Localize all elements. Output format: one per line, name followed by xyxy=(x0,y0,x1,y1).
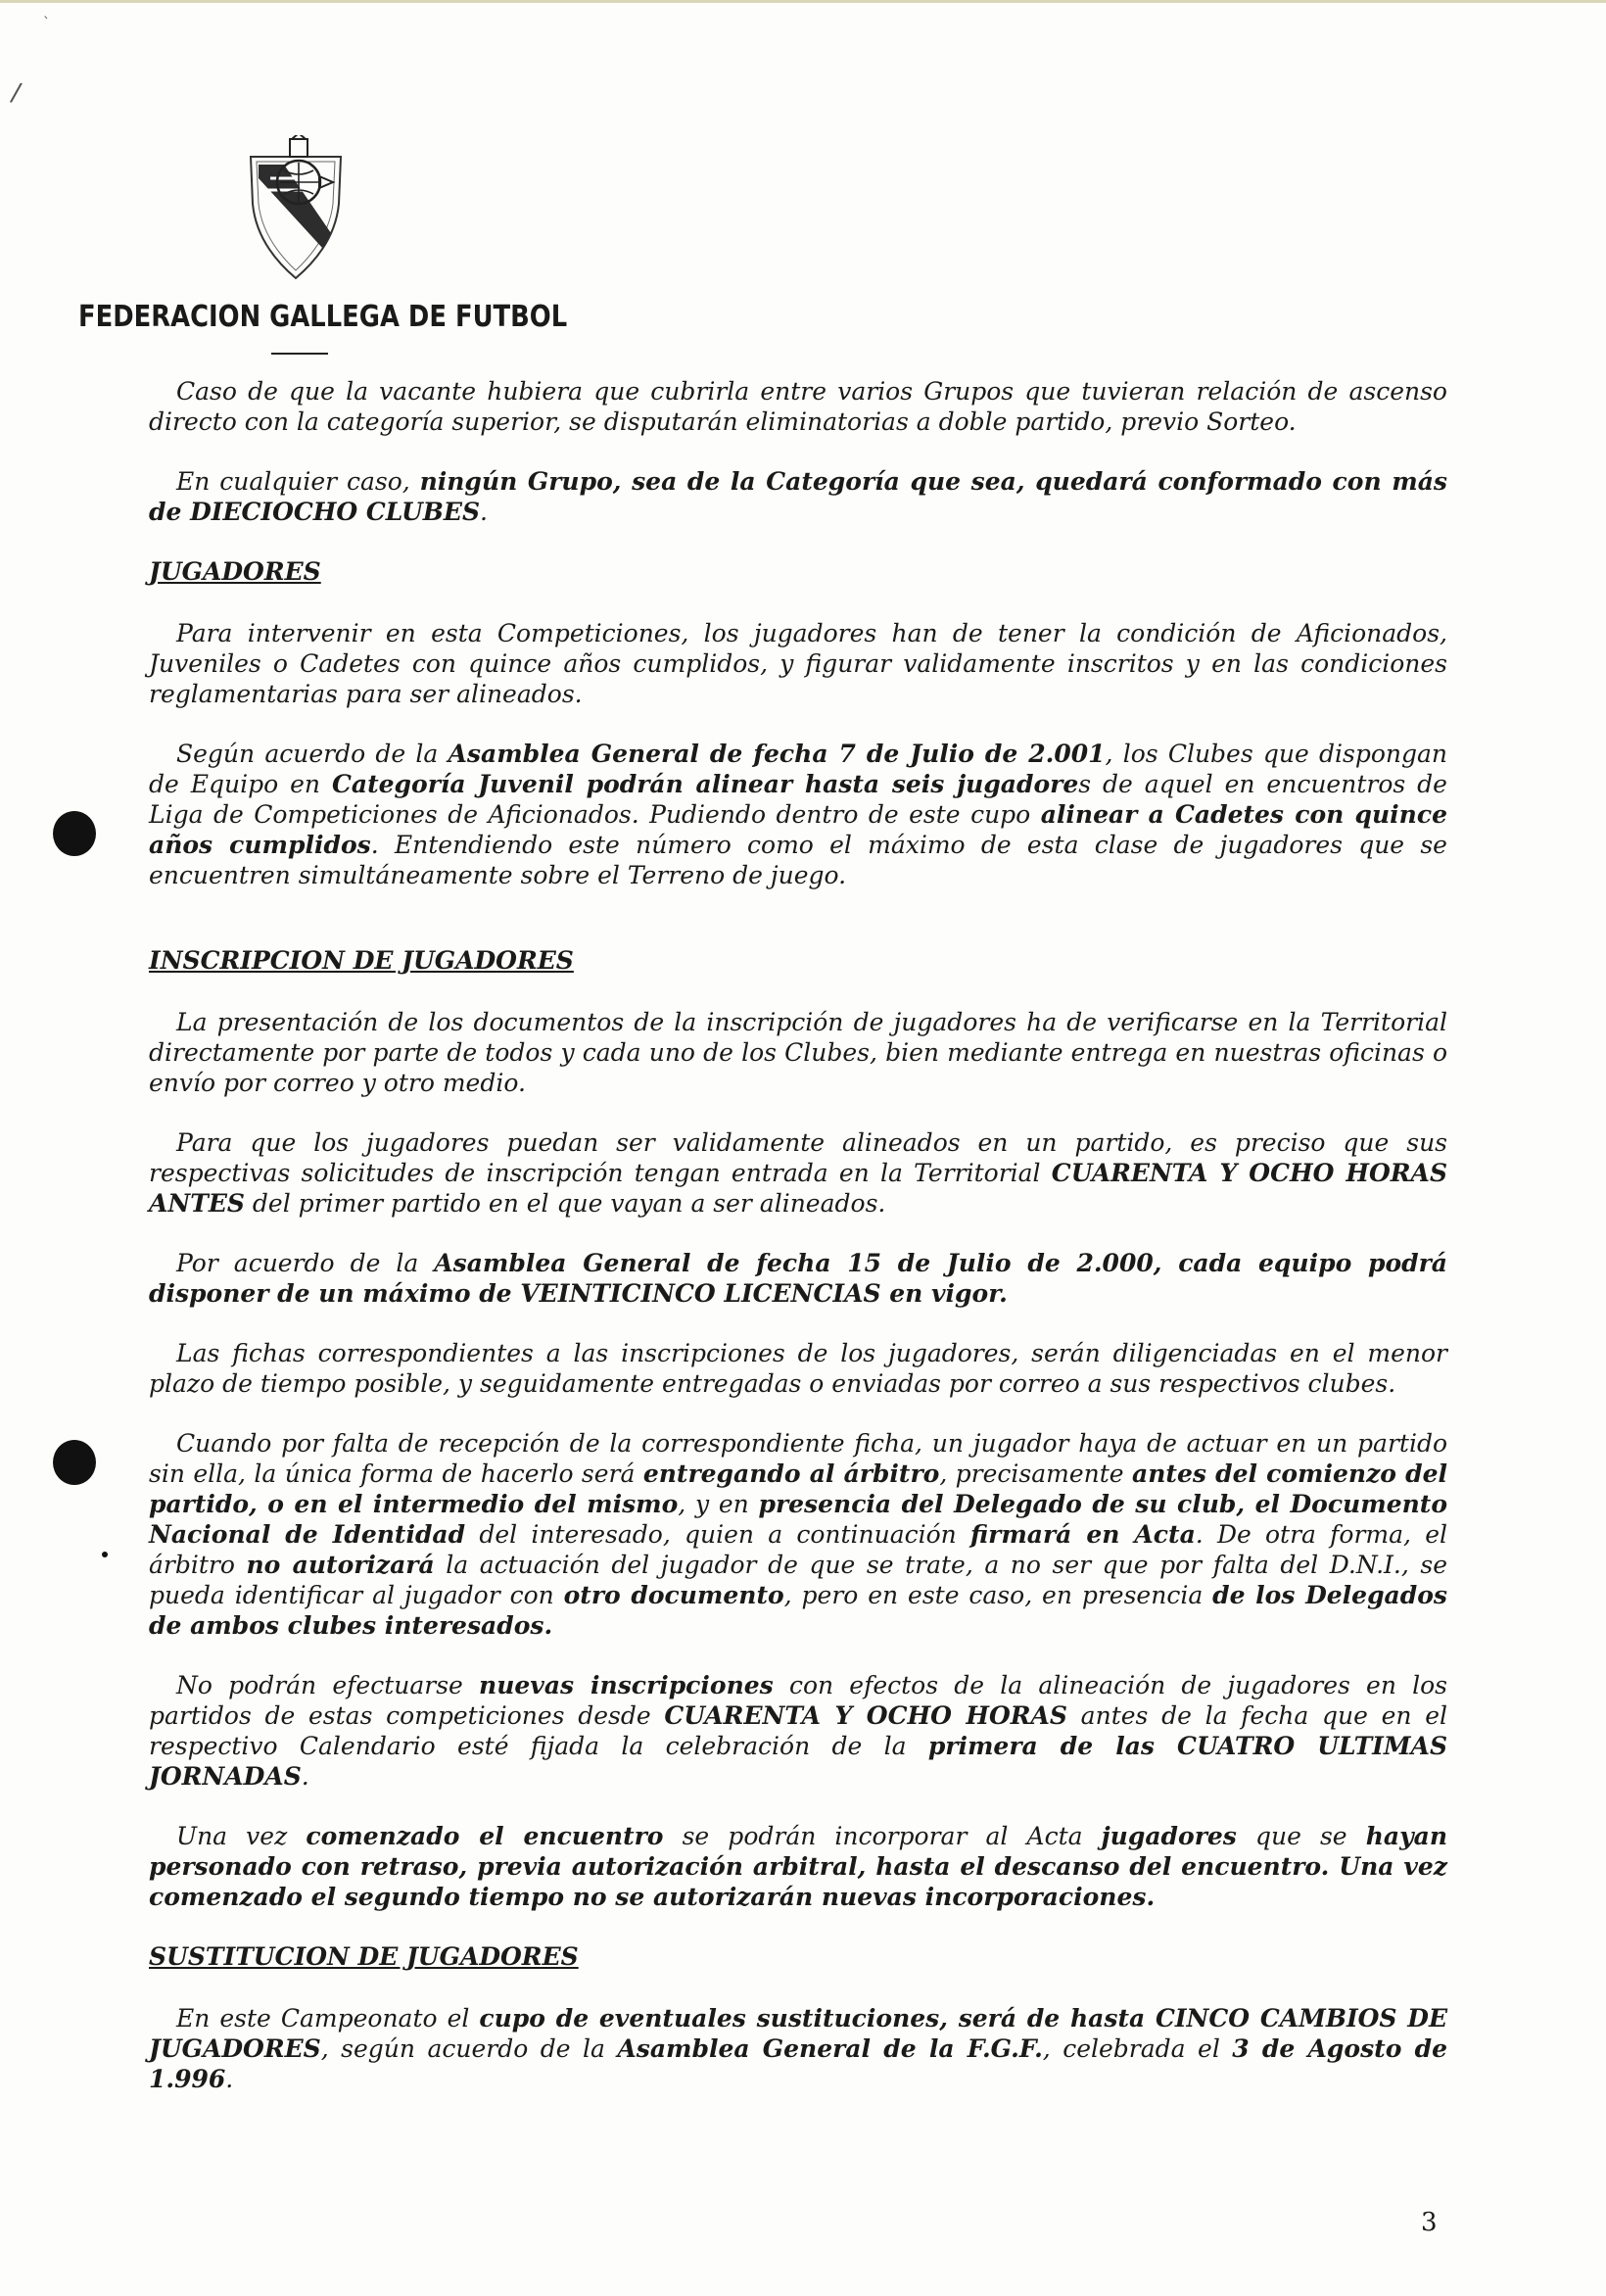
federation-title: FEDERACION GALLEGA DE FUTBOL xyxy=(78,300,568,334)
heading-jugadores: JUGADORES xyxy=(149,557,321,586)
document-body xyxy=(149,376,1447,2124)
margin-speck xyxy=(102,1552,108,1557)
paragraph-sin-ficha: Cuando por falta de recepción de la correspondiente ficha, un jugador haya de actuar en un partido sin ella, la única forma de hacerlo será entregando al árbitro, precisamente antes del comienzo del partido, o en el intermedio del mismo, y en presencia del Delegado de su club, el Documento Nacional de Identidad del interesado, quien a continuación firmará en Acta. De otra forma, el árbitro no autorizará la actuación del jugador de que se trate, a no ser que por falta del D.N.I., se pueda identificar al jugador con otro documento, pero en este caso, en presencia de los Delegados de ambos clubes interesados. xyxy=(149,1429,1447,1640)
paragraph-nuevas-inscripciones: No podrán efectuarse nuevas inscripciones con efectos de la alineación de jugadores en los partidos de estas competiciones desde CUARENTA Y OCHO HORAS antes de la fecha que en el respectivo Calendario esté fijada la celebración de la primera de las CUATRO ULTIMAS JORNADAS. xyxy=(149,1671,1448,1791)
paragraph-incorporaciones: Una vez comenzado el encuentro se podrán incorporar al Acta jugadores que se hayan personado con retraso, previa autorización arbitral, hasta el descanso del encuentro. Una vez comenzado el segundo tiempo no se autorizarán nuevas incorporaciones. xyxy=(149,1822,1447,1911)
heading-sustitucion: SUSTITUCION DE JUGADORES xyxy=(149,1942,579,1971)
margin-bullet xyxy=(53,1440,96,1485)
federation-crest-logo xyxy=(245,135,347,282)
scan-mark: / xyxy=(8,77,24,109)
paragraph-sustituciones: En este Campeonato el cupo de eventuales sustituciones, será de hasta CINCO CAMBIOS DE JUGADORES, según acuerdo de la Asamblea General de la F.G.F., celebrada el 3 de Agosto de 1.996. xyxy=(149,2004,1447,2093)
paragraph-licencias: Por acuerdo de la Asamblea General de fecha 15 de Julio de 2.000, cada equipo podrá disponer de un máximo de VEINTICINCO LICENCIAS en vigor. xyxy=(149,1249,1447,1308)
paragraph-alineacion: Para que los jugadores puedan ser validamente alineados en un partido, es preciso que sus respectivas solicitudes de inscripción tengan entrada en la Territorial CUARENTA Y OCHO HORAS ANTES del primer partido en el que vayan a ser alineados. xyxy=(149,1128,1447,1218)
title-underline xyxy=(271,353,328,355)
margin-bullet xyxy=(53,811,96,856)
paragraph-vacante: Caso de que la vacante hubiera que cubrirla entre varios Grupos que tuvieran relación de ascenso directo con la categoría superior, se disputarán eliminatorias a doble partido, previo Sorteo. xyxy=(149,377,1447,436)
heading-inscripcion: INSCRIPCION DE JUGADORES xyxy=(149,946,574,975)
paragraph-fichas: Las fichas correspondientes a las inscripciones de los jugadores, serán diligenciadas en el menor plazo de tiempo posible, y seguidamente entregadas o enviadas por correo a sus respectivos clubes. xyxy=(149,1339,1447,1398)
paragraph-presentacion: La presentación de los documentos de la inscripción de jugadores ha de verificarse en la Territorial directamente por parte de todos y cada uno de los Clubes, bien mediante entrega en nuestras oficinas o envío por correo y otro medio. xyxy=(149,1008,1447,1097)
scan-mark: ` xyxy=(43,16,50,31)
paragraph-condicion: Para intervenir en esta Competiciones, los jugadores han de tener la condición de Aficionados, Juveniles o Cadetes con quince años cumplidos, y figurar validamente inscritos y en las condiciones reglamentarias para ser alineados. xyxy=(149,619,1447,708)
paragraph-juveniles: Según acuerdo de la Asamblea General de fecha 7 de Julio de 2.001, los Clubes que dispongan de Equipo en Categoría Juvenil podrán alinear hasta seis jugadores de aquel en encuentros de Liga de Competiciones de Aficionados. Pudiendo dentro de este cupo alinear a Cadetes con quince años cumplidos. Entendiendo este número como el máximo de esta clase de jugadores que se encuentren simultáneamente sobre el Terreno de juego. xyxy=(149,740,1448,889)
crest-icon xyxy=(245,135,347,282)
page-number: 3 xyxy=(1421,2208,1438,2237)
paragraph-grupos: En cualquier caso, ningún Grupo, sea de la Categoría que sea, quedará conformado con más de DIECIOCHO CLUBES. xyxy=(149,467,1447,526)
page-top-edge xyxy=(0,0,1606,3)
